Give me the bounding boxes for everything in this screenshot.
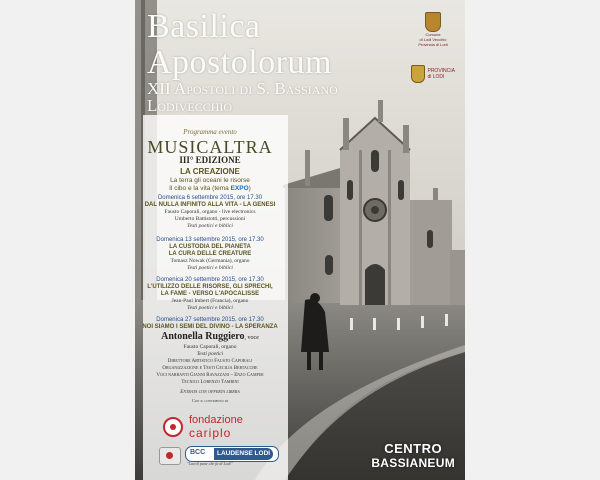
- event-performer: Fausto Caporali, organo - live electronics: [164, 209, 256, 215]
- event-performer: Tomasz Nowak (Germania), organo: [170, 258, 250, 264]
- event-name: MUSICALTRA: [147, 137, 273, 157]
- theme-line-1: La terra gli oceani le risorse: [170, 177, 250, 184]
- event-texts: Testi poetici e biblici: [187, 265, 233, 271]
- comune-label-3: Provincia di Lodi: [418, 42, 448, 47]
- comune-label-1: Comune: [425, 32, 441, 37]
- event-texts: Testi poetici e biblici: [187, 305, 233, 311]
- sponsor-mark-icon: [159, 447, 181, 465]
- event-date: Domenica 27 settembre 2015, ore 17.30: [156, 317, 264, 323]
- theme-line-2-prefix: Il cibo e la vita (tema: [169, 185, 231, 192]
- provincia-crest-icon: [411, 65, 425, 83]
- credit-line: Organizzazione e Testi Cecilia Bertacche: [162, 366, 258, 371]
- singer-name: Antonella Ruggiero: [161, 331, 245, 342]
- event-date: Domenica 13 settembre 2015, ore 17.30: [156, 237, 264, 243]
- event-texts: Testi poetici: [196, 351, 224, 357]
- event-title: LA FAME - VERSO L'APOCALISSE: [160, 291, 260, 297]
- bassianeum-label: BASSIANEUM: [371, 456, 455, 470]
- theme-title: LA CREAZIONE: [180, 167, 240, 176]
- event-item: [135, 316, 285, 358]
- comune-label-2: di Lodi Vecchio: [419, 37, 447, 42]
- program-label: Programma evento: [183, 128, 237, 136]
- fondazione-cariplo-logo: [163, 414, 283, 440]
- credit-line: Voci narranti Gianni Ravazzani – Enzo Campisi: [156, 373, 264, 378]
- cariplo-label: cariplo: [189, 426, 232, 440]
- event-title: L'UTILIZZO DELLE RISORSE, GLI SPRECHI,: [147, 284, 273, 290]
- bcc-badge: [185, 446, 279, 462]
- contribution-label: Con il contributo di: [192, 398, 228, 403]
- bcc-name: LAUDENSE LODI: [214, 448, 273, 460]
- event-item: [135, 194, 285, 230]
- title-line-2: Apostolorum: [147, 44, 332, 81]
- poster-subtitle: [147, 80, 338, 114]
- event-item: [135, 276, 285, 312]
- event-date: Domenica 20 settembre 2015, ore 17.30: [156, 277, 264, 283]
- credit-line: Direttore Artistico Fausto Caporali: [167, 359, 253, 364]
- bcc-label: BCC: [190, 449, 206, 456]
- expo-label: EXPO: [230, 185, 249, 192]
- cariplo-mark-icon: [163, 417, 183, 437]
- theme-line-2-suffix: ): [248, 185, 251, 192]
- provincia-label-2: di LODI: [427, 74, 445, 80]
- fondazione-label: fondazione: [189, 414, 243, 426]
- provincia-label-1: PROVINCIA: [427, 68, 455, 74]
- entry-note: Entrata con offerta libera: [180, 390, 240, 395]
- event-title: DAL NULLA INFINITO ALLA VITA - LA GENESI: [144, 202, 276, 208]
- event-item: [135, 236, 285, 272]
- credit-line: Tecnico Lorenzo Tambini: [181, 380, 239, 385]
- event-singer: [135, 331, 285, 344]
- subtitle-line-2: Lodivecchio: [147, 96, 233, 115]
- comune-crest-icon: [425, 12, 441, 32]
- poster-title: [147, 10, 332, 80]
- centro-bassianeum-logo: [371, 441, 455, 470]
- provincia-logo: [411, 65, 455, 83]
- event-title: LA CUSTODIA DEL PIANETA: [169, 244, 251, 250]
- credits-block: [135, 358, 285, 386]
- event-title: NOI SIAMO I SEMI DEL DIVINO - LA SPERANZA: [142, 324, 278, 330]
- event-performer: Fausto Caporali, organo: [183, 344, 237, 350]
- event-texts: Testi poetici e biblici: [187, 223, 233, 229]
- singer-role: , voce: [244, 335, 259, 341]
- event-poster: [135, 0, 465, 480]
- event-performer: Jean-Paul Imbert (Francia), organo: [171, 298, 249, 304]
- event-date: Domenica 6 settembre 2015, ore 17.30: [157, 195, 263, 201]
- edition-label: III° EDIZIONE: [179, 155, 241, 165]
- subtitle-line-1: XII Apostoli di S. Bassiano: [147, 79, 338, 98]
- centro-label: CENTRO: [384, 441, 443, 456]
- event-performer: Umberto Battistotti, percussioni: [174, 216, 246, 222]
- bcc-laudense-logo: [157, 446, 285, 468]
- bcc-slogan: "Lavoli pane che fa di Lodi": [187, 461, 233, 466]
- theme-line-2: [135, 185, 285, 192]
- title-line-1: Basilica: [147, 8, 261, 45]
- institution-logos: [411, 12, 455, 83]
- event-title: LA CURA DELLE CREATURE: [168, 251, 252, 257]
